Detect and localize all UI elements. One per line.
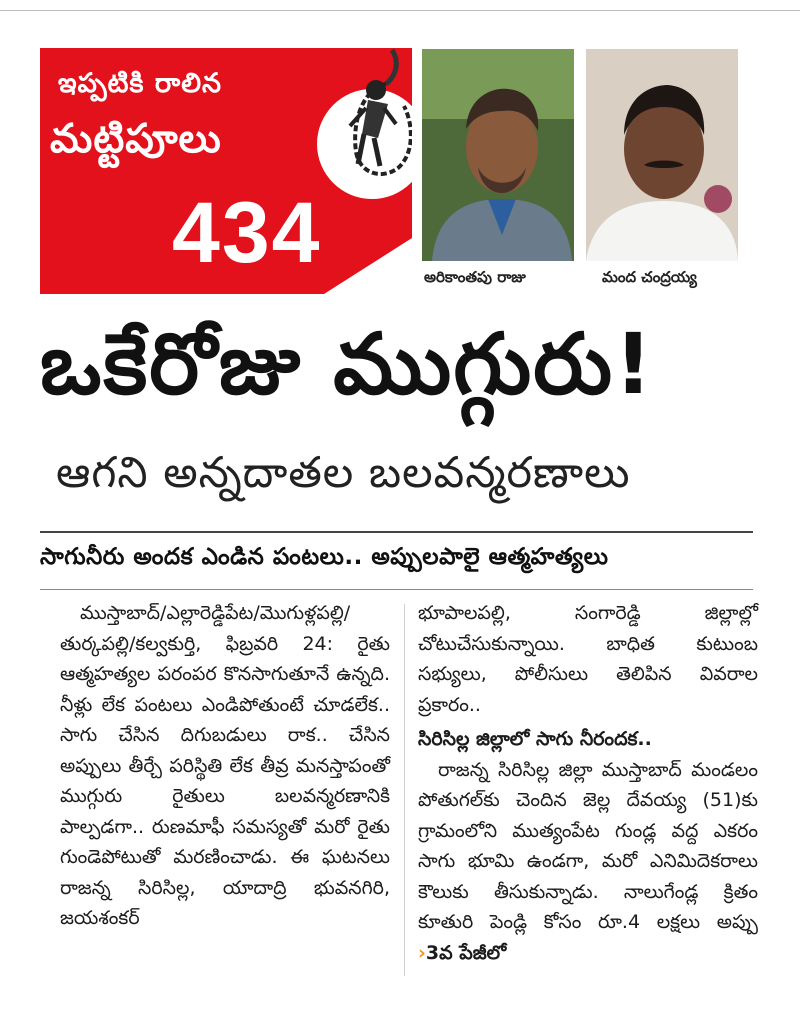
section-subheading: సిరిసిల్ల జిల్లాలో సాగు నీరందక.. [418,728,652,750]
article-paragraph [418,755,758,969]
column-divider [404,604,405,976]
article-text: ముస్తాబాద్/ఎల్లారెడ్డిపేట/మొగుళ్లపల్లి/తుర్కపల్లి/కల్వకుర్తి, ఫిబ్రవరి 24: రైతు ఆత్మహత్యల పరంపర కొనసాగుతూనే ఉన్నది. నీళ్లు లేక పంటలు ఎండిపోతుంటే చూడలేక.. సాగు చేసిన దిగుబడులు రాక.. చేసిన అప్పులు తీర్చే పరిస్థితి లేక తీవ్ర మనస్తాపంతో ముగ్గురు రైతులు బలవన్మరణానికి పాల్పడగా.. రుణమాఫీ సమస్యతో మరో రైతు గుండెపోటుతో మరణించాడు. ఈ ఘటనలు రాజన్న సిరిసిల్ల, యాదాద్రి భువనగిరి, జయశంకర్ [60,602,390,929]
death-count-banner [40,48,412,294]
photo-caption-1: అరికాంతపు రాజు [424,268,526,286]
divider-rule [40,589,753,590]
article-column-2 [418,598,758,968]
continued-label: 3వ పేజీలో [425,941,507,964]
divider-rule [40,531,753,533]
banner-count: 434 [172,185,322,281]
top-rule [0,10,800,11]
banner-line-2: మట్టిపూలు [50,116,222,162]
subheadline: ఆగని అన్నదాతల బలవన్మరణాలు [56,448,631,498]
arrow-right-icon: › [418,941,426,964]
hanging-farmer-icon [322,48,412,192]
photo-caption-2: మంద చంద్రయ్య [602,268,697,286]
kicker: సాగునీరు అందక ఎండిన పంటలు.. అప్పులపాలై ఆత్మహత్యలు [40,544,609,570]
portrait-image [422,49,574,261]
article-text: రాజన్న సిరిసిల్ల జిల్లా ముస్తాబాద్ మండలం పోతుగల్‌కు చెందిన జెల్ల దేవయ్య (51)కు గ్రామంలోని ముత్యంపేట గుండ్ల వద్ద ఎకరం సాగు భూమి ఉండగా, మరో ఎనిమిదెకరాలు కౌలుకు తీసుకున్నాడు. నాలుగేండ్ల క్రితం కూతురి పెండ్లి కోసం రూ.4 లక్షలు అప్పు [418,758,758,933]
headline: ఒకేరోజు ముగ్గురు! [40,315,655,413]
photo-manda-chandraiah [586,49,738,261]
portrait-image [586,49,738,261]
article-paragraph [60,598,390,934]
article-paragraph: భూపాలపల్లి, సంగారెడ్డి జిల్లాల్లో చోటుచేసుకున్నాయి. బాధిత కుటుంబ సభ్యులు, పోలీసులు తెలిపిన వివరాల ప్రకారం.. [418,602,758,716]
article-column-1 [60,598,390,934]
continued-on-page-link[interactable] [418,942,506,964]
photo-arikantapu-raju [422,49,574,261]
banner-line-1: ఇప్పటికి రాలిన [58,68,222,99]
